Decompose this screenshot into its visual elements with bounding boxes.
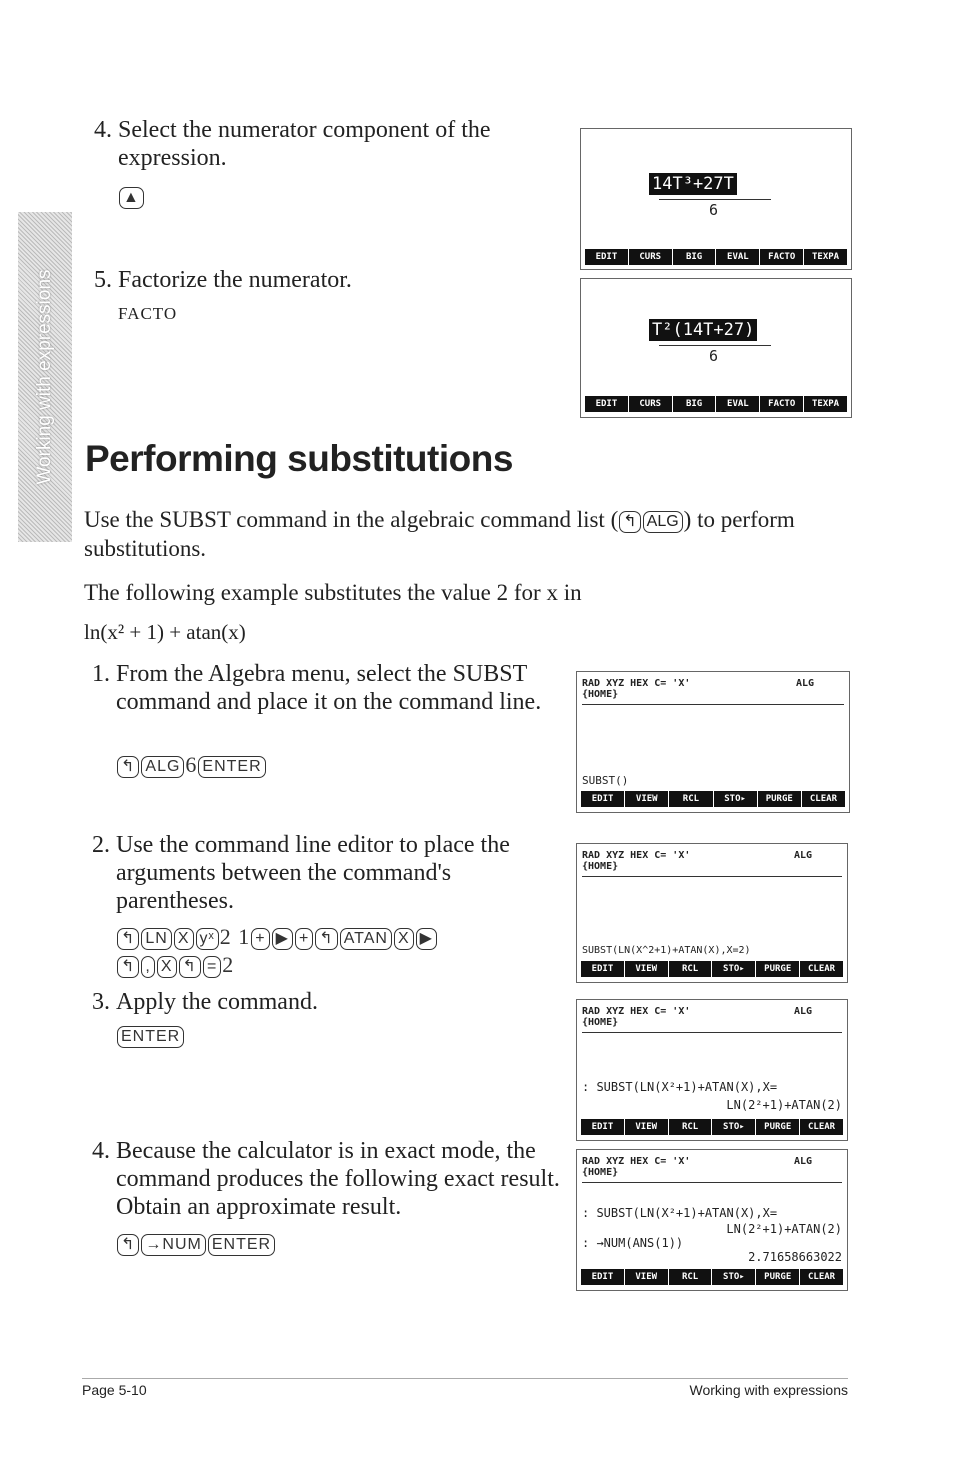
status-dir: {HOME} (582, 1167, 619, 1178)
enter-key: ENTER (208, 1234, 275, 1256)
status-flags: RAD XYZ HEX C= 'X' (582, 678, 691, 689)
softkey-clear: CLEAR (800, 1269, 843, 1285)
softkey-clear: CLEAR (802, 791, 845, 807)
stack-input: : SUBST(LN(X²+1)+ATAN(X),X= (582, 1080, 778, 1094)
softkey-sto: STO▸ (712, 1269, 755, 1285)
num-key: →NUM (141, 1234, 205, 1256)
step-2-keystrokes-line-1: ↰ LN X yˣ 2 1 + ▶ + ↰ ATAN X ▶ (116, 924, 438, 950)
step-3-keystrokes (116, 1022, 185, 1048)
calculator-screen-4 (576, 1149, 848, 1291)
command-line: SUBST(LN(X^2+1)+ATAN(X),X=2) (582, 945, 751, 956)
shift-key: ↰ (117, 1234, 139, 1256)
stack-result: LN(2²+1)+ATAN(2) (726, 1222, 842, 1236)
comma-key: , (141, 956, 154, 978)
softkey-purge: PURGE (756, 1119, 799, 1135)
softkey-curs: CURS (629, 249, 672, 265)
step-4: 4. Because the calculator is in exact mode, the command produces the following exact result. Obtain an approximate result. (92, 1138, 560, 1220)
softkey-purge: PURGE (756, 961, 799, 977)
shift-key: ↰ (117, 956, 139, 978)
stack-input-num: : →NUM(ANS(1)) (582, 1236, 684, 1250)
step-5-top: 5. Factorize the numerator. (94, 267, 352, 293)
ln-key: LN (141, 928, 171, 950)
softkey-edit: EDIT (581, 1119, 624, 1135)
step-2-keystrokes-line-2: ↰ , X ↰ = 2 (116, 952, 234, 978)
step-1: 1. From the Algebra menu, select the SUBST command and place it on the command line. (92, 661, 542, 715)
softkey-rcl: RCL (669, 791, 712, 807)
softkey-clear: CLEAR (800, 1119, 843, 1135)
up-arrow-key: ▲ (118, 183, 145, 209)
calculator-screen-2 (576, 843, 848, 983)
status-mode: ALG (795, 678, 814, 689)
status-flags: RAD XYZ HEX C= 'X' (582, 1156, 691, 1167)
atan-key: ATAN (340, 928, 392, 950)
step-3: 3. Apply the command. (92, 989, 318, 1015)
softkey-facto: FACTO (760, 249, 803, 265)
enter-key: ENTER (117, 1026, 184, 1048)
softkey-eval: EVAL (716, 396, 759, 412)
shift-key: ↰ (179, 956, 201, 978)
facto-label: FACTO (118, 304, 178, 323)
status-flags: RAD XYZ HEX C= 'X' (582, 1006, 691, 1017)
softkey-texpa: TEXPA (804, 396, 847, 412)
highlighted-expression: T²(14T+27) (649, 319, 757, 341)
command-line: SUBST() (582, 774, 629, 787)
softkey-rcl: RCL (669, 961, 712, 977)
example-paragraph: The following example substitutes the value 2 for x in (84, 580, 582, 605)
shift-key: ↰ (315, 928, 337, 950)
softkey-sto: STO▸ (714, 791, 757, 807)
x-key: X (394, 928, 414, 950)
section-heading: Performing substitutions (85, 438, 513, 479)
softkey-view: VIEW (625, 961, 668, 977)
softkey-purge: PURGE (756, 1269, 799, 1285)
plus-key: + (251, 928, 269, 950)
enter-key: ENTER (198, 756, 265, 778)
denominator: 6 (709, 347, 719, 365)
softkey-clear: CLEAR (800, 961, 843, 977)
softkey-view: VIEW (625, 1119, 668, 1135)
alg-key: ALG (141, 756, 184, 778)
softkey-texpa: TEXPA (804, 249, 847, 265)
softkey-rcl: RCL (669, 1119, 712, 1135)
softkey-edit: EDIT (581, 1269, 624, 1285)
softkey-edit: EDIT (585, 396, 628, 412)
status-mode: ALG (793, 1156, 812, 1167)
softkey-facto: FACTO (760, 396, 803, 412)
plus-key: + (295, 928, 313, 950)
shift-key: ↰ (117, 756, 139, 778)
yx-key: yˣ (196, 928, 219, 950)
stack-result-num: 2.71658663022 (748, 1250, 842, 1264)
status-mode: ALG (793, 850, 812, 861)
stack-input: : SUBST(LN(X²+1)+ATAN(X),X= (582, 1206, 778, 1220)
status-mode: ALG (793, 1006, 812, 1017)
calculator-screen-3 (576, 999, 848, 1141)
softkey-big: BIG (673, 249, 716, 265)
softkey-view: VIEW (625, 1269, 668, 1285)
calculator-screen-a (580, 128, 852, 270)
right-arrow-key: ▶ (416, 928, 437, 950)
footer-title: Working with expressions (689, 1382, 848, 1398)
x-key: X (174, 928, 194, 950)
footer-divider (82, 1378, 848, 1379)
equals-key: = (203, 956, 221, 978)
right-arrow-key: ▶ (272, 928, 293, 950)
step-2: 2. Use the command line editor to place the arguments between the command's parentheses. (92, 832, 510, 914)
formula: ln(x² + 1) + atan(x) (84, 620, 246, 644)
shift-key: ↰ (619, 511, 640, 533)
stack-result: LN(2²+1)+ATAN(2) (726, 1098, 842, 1112)
shift-key: ↰ (117, 928, 139, 950)
softkey-sto: STO▸ (712, 1119, 755, 1135)
softkey-edit: EDIT (581, 961, 624, 977)
status-dir: {HOME} (582, 861, 619, 872)
page-number: Page 5-10 (82, 1382, 147, 1398)
softkey-edit: EDIT (585, 249, 628, 265)
step-4-top: 4. Select the numerator component of the expression. (94, 117, 491, 171)
softkey-sto: STO▸ (712, 961, 755, 977)
denominator: 6 (709, 201, 719, 219)
status-dir: {HOME} (582, 689, 619, 700)
softkey-edit: EDIT (581, 791, 624, 807)
softkey-purge: PURGE (758, 791, 801, 807)
alg-key: ALG (643, 511, 683, 533)
intro-paragraph: Use the SUBST command in the algebraic command list ( ↰ ALG ) to perform substitutions. (84, 507, 795, 561)
softkey-view: VIEW (625, 791, 668, 807)
status-flags: RAD XYZ HEX C= 'X' (582, 850, 691, 861)
status-dir: {HOME} (582, 1017, 619, 1028)
step-1-keystrokes: ↰ ALG 6 ENTER (116, 752, 267, 778)
softkey-big: BIG (673, 396, 716, 412)
calculator-screen-1 (576, 671, 850, 813)
side-tab-label: Working with expressions (34, 269, 55, 485)
section-side-tab (18, 212, 72, 542)
softkey-curs: CURS (629, 396, 672, 412)
step-4-keystrokes (116, 1230, 276, 1256)
x-key: X (157, 956, 177, 978)
softkey-rcl: RCL (669, 1269, 712, 1285)
highlighted-expression: 14T³+27T (649, 173, 737, 195)
softkey-eval: EVAL (716, 249, 759, 265)
calculator-screen-b (580, 278, 852, 418)
